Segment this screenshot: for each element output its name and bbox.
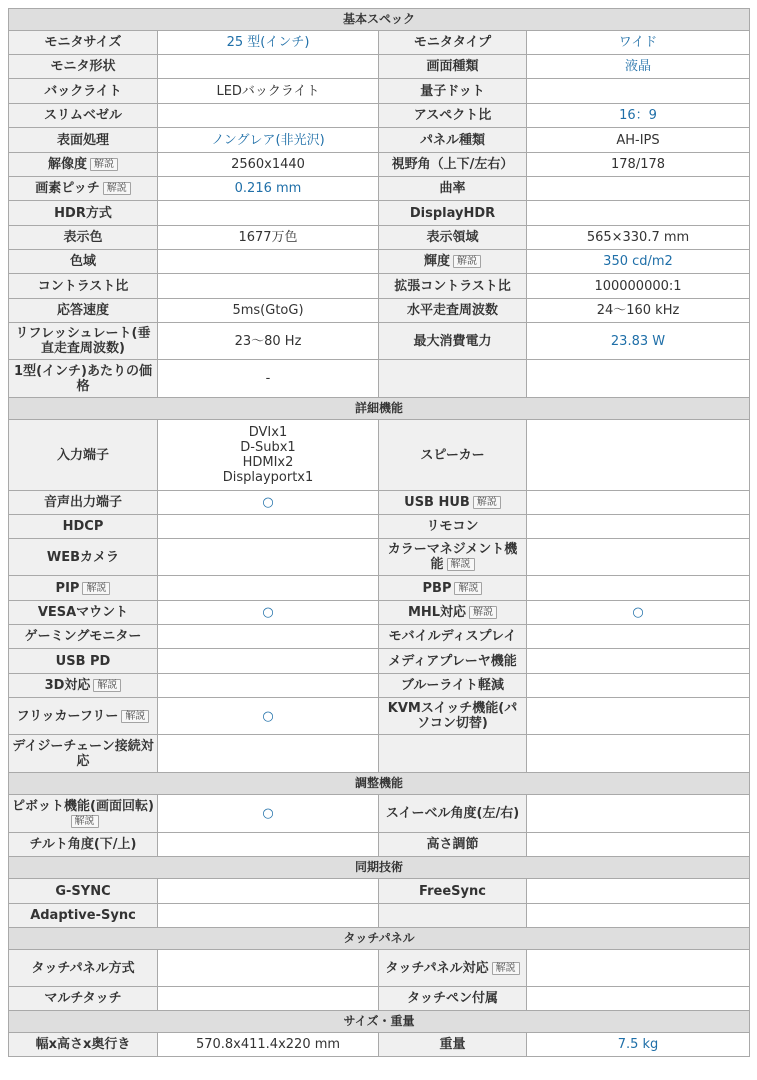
spec-label: 曲率 xyxy=(439,181,466,196)
spec-label: HDR方式 xyxy=(54,205,112,221)
spec-label: 視野角（上下/左右） xyxy=(391,157,514,172)
spec-label-cell xyxy=(9,795,158,833)
spec-value-line: D-Subx1 xyxy=(240,440,296,455)
spec-label: コントラスト比 xyxy=(37,278,129,294)
spec-label: HDCP xyxy=(62,519,104,534)
spec-row xyxy=(9,104,750,128)
spec-label: チルト角度(下/上) xyxy=(29,837,137,852)
spec-row xyxy=(9,698,750,735)
section-header-row xyxy=(9,1011,750,1033)
spec-value-cell[interactable] xyxy=(527,323,750,360)
spec-label-cell xyxy=(379,153,527,177)
spec-label: 画素ピッチ xyxy=(35,181,100,196)
spec-value-cell xyxy=(527,420,750,491)
spec-label: パネル種類 xyxy=(419,132,485,148)
spec-label: 表面処理 xyxy=(56,132,109,148)
spec-value-cell xyxy=(158,601,379,625)
spec-label: FreeSync xyxy=(419,883,486,899)
spec-label-cell xyxy=(379,177,527,201)
spec-value-cell xyxy=(527,833,750,857)
spec-value-cell[interactable] xyxy=(527,250,750,274)
spec-value: 2560x1440 xyxy=(231,157,305,172)
spec-value-cell xyxy=(527,539,750,576)
spec-row xyxy=(9,904,750,928)
spec-row xyxy=(9,177,750,201)
spec-row xyxy=(9,299,750,323)
spec-value-cell xyxy=(527,698,750,735)
spec-label: デイジーチェーン接続対応 xyxy=(12,738,154,769)
spec-label: スイーベル角度(左/右) xyxy=(385,806,520,821)
spec-label-cell xyxy=(9,1033,158,1057)
spec-label: 3D対応 xyxy=(44,678,91,693)
spec-label-cell xyxy=(379,515,527,539)
spec-label-cell xyxy=(379,950,527,987)
spec-label: 画面種類 xyxy=(426,59,479,74)
spec-label-cell xyxy=(379,795,527,833)
spec-value-cell xyxy=(527,649,750,674)
spec-row xyxy=(9,55,750,79)
spec-value[interactable]: 7.5 kg xyxy=(617,1037,659,1052)
spec-value: 1677万色 xyxy=(238,230,298,245)
spec-label: WEBカメラ xyxy=(46,549,120,565)
spec-value-cell xyxy=(527,360,750,398)
spec-value-cell[interactable] xyxy=(527,31,750,55)
spec-value-cell xyxy=(527,879,750,904)
spec-label: 音声出力端子 xyxy=(43,495,122,510)
kaisetsu-help-button[interactable]: 解説 xyxy=(103,182,131,195)
spec-label-cell xyxy=(9,31,158,55)
spec-value-cell[interactable] xyxy=(158,31,379,55)
spec-row xyxy=(9,226,750,250)
spec-label-cell xyxy=(379,649,527,674)
spec-value-cell[interactable] xyxy=(527,601,750,625)
section-header-row xyxy=(9,857,750,879)
spec-label: アスペクト比 xyxy=(413,108,492,123)
spec-row xyxy=(9,539,750,576)
spec-value-cell[interactable] xyxy=(527,55,750,79)
spec-value-cell xyxy=(158,250,379,274)
spec-value-cell xyxy=(527,515,750,539)
spec-label-cell xyxy=(9,323,158,360)
spec-row xyxy=(9,625,750,649)
spec-value-cell xyxy=(158,274,379,299)
spec-table-container xyxy=(8,8,749,1057)
spec-label-cell xyxy=(9,55,158,79)
kaisetsu-help-button[interactable]: 解説 xyxy=(492,962,520,975)
section-title: 調整機能 xyxy=(9,773,750,795)
spec-value[interactable]: 25 型(インチ) xyxy=(226,35,310,50)
spec-value-cell[interactable] xyxy=(158,491,379,515)
spec-value-cell[interactable] xyxy=(158,128,379,153)
kaisetsu-help-button[interactable]: 解説 xyxy=(71,815,99,828)
spec-label-cell xyxy=(379,698,527,735)
kaisetsu-help-button[interactable]: 解説 xyxy=(469,606,497,619)
spec-row xyxy=(9,649,750,674)
spec-label: モニタ形状 xyxy=(50,59,116,74)
spec-row xyxy=(9,153,750,177)
spec-label: 1型(インチ)あたりの価格 xyxy=(14,363,152,394)
spec-value-cell xyxy=(158,950,379,987)
spec-value[interactable]: 16：9 xyxy=(619,108,657,123)
spec-label: バックライト xyxy=(44,83,122,99)
spec-label: PBP xyxy=(422,580,452,596)
spec-value-cell xyxy=(527,795,750,833)
spec-label: スリムベゼル xyxy=(43,108,122,123)
spec-label-cell xyxy=(379,625,527,649)
spec-row xyxy=(9,420,750,491)
spec-row xyxy=(9,735,750,773)
spec-label: USB PD xyxy=(55,653,111,669)
spec-value-cell[interactable] xyxy=(527,1033,750,1057)
spec-value-cell xyxy=(527,226,750,250)
spec-label: 表示色 xyxy=(63,230,103,245)
spec-value-cell xyxy=(527,674,750,698)
spec-label-cell xyxy=(379,833,527,857)
spec-label-cell xyxy=(9,601,158,625)
section-title: タッチパネル xyxy=(9,928,750,950)
spec-value-cell xyxy=(527,576,750,601)
spec-label: Adaptive-Sync xyxy=(30,908,136,923)
spec-value-cell xyxy=(527,735,750,773)
spec-label-cell xyxy=(379,201,527,226)
kaisetsu-help-button[interactable]: 解説 xyxy=(447,558,475,571)
spec-label-cell xyxy=(379,576,527,601)
kaisetsu-help-button[interactable]: 解説 xyxy=(121,710,149,723)
spec-value-cell xyxy=(158,201,379,226)
spec-label-cell xyxy=(379,360,527,398)
spec-label-cell xyxy=(9,274,158,299)
spec-label-cell xyxy=(379,299,527,323)
spec-value[interactable]: ノングレア(非光沢) xyxy=(211,132,325,148)
spec-label: USB HUB xyxy=(404,495,470,510)
spec-label-cell xyxy=(379,1033,527,1057)
spec-row xyxy=(9,674,750,698)
spec-row xyxy=(9,601,750,625)
spec-label-cell xyxy=(379,55,527,79)
spec-label-cell xyxy=(9,420,158,491)
spec-label-cell xyxy=(9,360,158,398)
spec-label: ピボット機能(画面回転) xyxy=(12,798,154,814)
spec-label: メディアプレーヤ機能 xyxy=(388,653,517,669)
spec-value-cell xyxy=(158,515,379,539)
spec-label: 表示領域 xyxy=(426,230,479,245)
section-title: サイズ・重量 xyxy=(9,1011,750,1033)
spec-value: 5ms(GtoG) xyxy=(232,303,304,318)
spec-label: 色域 xyxy=(69,254,96,269)
section-header-row xyxy=(9,398,750,420)
spec-row xyxy=(9,360,750,398)
spec-row xyxy=(9,987,750,1011)
spec-label: G-SYNC xyxy=(55,883,111,899)
spec-label: カラーマネジメント機能 xyxy=(387,542,518,572)
spec-label-cell xyxy=(9,226,158,250)
spec-label: 解像度 xyxy=(47,157,87,172)
kaisetsu-help-button[interactable]: 解説 xyxy=(473,496,501,509)
spec-label-cell xyxy=(9,735,158,773)
spec-value-cell xyxy=(158,420,379,491)
spec-value-line: Displayportx1 xyxy=(222,470,314,485)
spec-label-cell xyxy=(379,491,527,515)
spec-label-cell xyxy=(9,515,158,539)
spec-table-body xyxy=(9,9,750,1057)
spec-value-cell xyxy=(527,177,750,201)
spec-value-cell xyxy=(158,576,379,601)
spec-label-cell xyxy=(9,950,158,987)
kaisetsu-help-button[interactable]: 解説 xyxy=(454,582,482,595)
spec-label-cell xyxy=(379,904,527,928)
spec-value-cell xyxy=(158,104,379,128)
section-header-row xyxy=(9,928,750,950)
spec-label: タッチパネル対応 xyxy=(385,960,489,976)
supported-circle-icon: ○ xyxy=(262,605,274,620)
kaisetsu-help-button[interactable]: 解説 xyxy=(453,255,481,268)
spec-label-cell xyxy=(379,420,527,491)
spec-label-cell xyxy=(379,128,527,153)
spec-value-cell xyxy=(527,491,750,515)
spec-label-cell xyxy=(379,226,527,250)
supported-circle-icon[interactable]: ○ xyxy=(632,605,644,620)
spec-label-cell xyxy=(9,201,158,226)
spec-label: 最大消費電力 xyxy=(413,333,492,349)
kaisetsu-help-button[interactable]: 解説 xyxy=(90,158,118,171)
spec-label-cell xyxy=(9,833,158,857)
spec-row xyxy=(9,274,750,299)
spec-label-cell xyxy=(9,491,158,515)
spec-label-cell xyxy=(379,274,527,299)
section-header-row xyxy=(9,773,750,795)
spec-label: 応答速度 xyxy=(56,303,109,318)
spec-label-cell xyxy=(379,987,527,1011)
spec-label: マルチタッチ xyxy=(44,991,122,1006)
spec-value-cell xyxy=(527,79,750,104)
spec-label: 量子ドット xyxy=(420,83,485,99)
section-header-row xyxy=(9,9,750,31)
spec-label-cell xyxy=(9,539,158,576)
spec-value-cell xyxy=(527,950,750,987)
spec-label: モニタタイプ xyxy=(413,35,492,50)
spec-value-cell xyxy=(527,625,750,649)
spec-label-cell xyxy=(9,674,158,698)
spec-value[interactable]: 23.83 W xyxy=(610,333,666,349)
spec-row xyxy=(9,950,750,987)
spec-row xyxy=(9,795,750,833)
supported-circle-icon[interactable]: ○ xyxy=(262,806,274,821)
spec-value-cell[interactable] xyxy=(158,698,379,735)
spec-label: 拡張コントラスト比 xyxy=(394,278,511,294)
spec-label-cell xyxy=(9,128,158,153)
section-title: 同期技術 xyxy=(9,857,750,879)
spec-value-line: HDMIx2 xyxy=(242,455,294,470)
spec-label-cell xyxy=(9,299,158,323)
spec-value[interactable]: 0.216 mm xyxy=(234,181,302,196)
spec-label: PIP xyxy=(55,580,80,596)
spec-label-cell xyxy=(379,879,527,904)
spec-label: DisplayHDR xyxy=(409,205,496,221)
spec-value-cell xyxy=(158,904,379,928)
spec-value-cell xyxy=(527,201,750,226)
spec-table xyxy=(8,8,750,1057)
spec-value-cell xyxy=(158,987,379,1011)
spec-value[interactable]: ワイド xyxy=(618,35,658,50)
spec-label-cell xyxy=(379,79,527,104)
spec-row xyxy=(9,515,750,539)
spec-value-cell xyxy=(158,833,379,857)
spec-value[interactable]: 350 cd/m2 xyxy=(603,254,673,269)
spec-label: VESAマウント xyxy=(37,605,129,620)
spec-value: 100000000:1 xyxy=(594,278,682,294)
spec-row xyxy=(9,31,750,55)
spec-label-cell xyxy=(9,987,158,1011)
spec-label: 水平走査周波数 xyxy=(406,303,498,318)
spec-label: モバイルディスプレイ xyxy=(388,629,517,644)
spec-label-cell xyxy=(9,879,158,904)
spec-label: フリッカーフリー xyxy=(16,708,119,724)
spec-label-cell xyxy=(9,576,158,601)
spec-value-cell xyxy=(527,274,750,299)
spec-label-cell xyxy=(9,904,158,928)
spec-value-cell[interactable] xyxy=(527,104,750,128)
spec-label: タッチパネル方式 xyxy=(31,960,135,976)
spec-label-cell xyxy=(9,625,158,649)
spec-label: 入力端子 xyxy=(56,447,109,463)
spec-value: - xyxy=(265,371,271,386)
spec-value-cell xyxy=(527,904,750,928)
supported-circle-icon[interactable]: ○ xyxy=(262,708,274,724)
spec-row xyxy=(9,576,750,601)
spec-label: モニタサイズ xyxy=(44,35,122,50)
spec-label: ブルーライト軽減 xyxy=(400,678,505,693)
spec-value-cell xyxy=(158,649,379,674)
spec-row xyxy=(9,491,750,515)
spec-value-cell xyxy=(158,539,379,576)
kaisetsu-help-button[interactable]: 解説 xyxy=(82,582,110,595)
spec-value-line: DVIx1 xyxy=(248,425,288,440)
spec-label-cell xyxy=(9,104,158,128)
section-title: 詳細機能 xyxy=(9,398,750,420)
spec-label-cell xyxy=(9,79,158,104)
spec-row xyxy=(9,323,750,360)
section-title: 基本スペック xyxy=(9,9,750,31)
spec-label-cell xyxy=(9,177,158,201)
spec-value-cell xyxy=(158,625,379,649)
spec-value-cell[interactable] xyxy=(158,177,379,201)
spec-label: タッチペン付属 xyxy=(406,991,498,1006)
spec-label: ゲーミングモニター xyxy=(24,629,142,644)
spec-row xyxy=(9,201,750,226)
spec-value-cell xyxy=(158,79,379,104)
spec-label-cell xyxy=(379,250,527,274)
spec-value-cell xyxy=(158,879,379,904)
spec-label-cell xyxy=(9,698,158,735)
spec-label-cell xyxy=(379,601,527,625)
spec-value: 23～80 Hz xyxy=(234,333,302,349)
spec-label: 高さ調節 xyxy=(426,837,479,852)
spec-value: LEDバックライト xyxy=(216,83,320,99)
spec-label-cell xyxy=(9,153,158,177)
spec-value-cell xyxy=(527,153,750,177)
spec-label: MHL対応 xyxy=(407,605,467,620)
spec-value-cell xyxy=(158,360,379,398)
supported-circle-icon[interactable]: ○ xyxy=(262,495,274,510)
spec-value-cell xyxy=(158,1033,379,1057)
spec-row xyxy=(9,879,750,904)
spec-row xyxy=(9,79,750,104)
spec-row xyxy=(9,128,750,153)
spec-row xyxy=(9,1033,750,1057)
spec-value[interactable]: 液晶 xyxy=(625,59,652,74)
spec-row xyxy=(9,250,750,274)
spec-label-cell xyxy=(9,649,158,674)
spec-label-cell xyxy=(9,250,158,274)
spec-value-cell xyxy=(158,55,379,79)
spec-value: 178/178 xyxy=(611,157,666,172)
spec-label-cell xyxy=(379,104,527,128)
spec-label-cell xyxy=(379,323,527,360)
spec-value-cell xyxy=(158,674,379,698)
spec-value-cell xyxy=(158,735,379,773)
spec-label: KVMスイッチ機能(パソコン切替) xyxy=(387,701,518,731)
spec-label: スピーカー xyxy=(420,447,485,463)
spec-label: リフレッシュレート(垂直走査周波数) xyxy=(15,326,151,356)
spec-label-cell xyxy=(379,735,527,773)
spec-label-cell xyxy=(379,539,527,576)
spec-label: リモコン xyxy=(426,519,479,534)
spec-value-cell xyxy=(158,226,379,250)
spec-value: AH-IPS xyxy=(616,132,660,148)
spec-value-cell xyxy=(527,987,750,1011)
spec-label: 幅x高さx奥行き xyxy=(35,1037,131,1052)
spec-label: 輝度 xyxy=(423,254,450,269)
spec-label-cell xyxy=(379,31,527,55)
spec-value: 24～160 kHz xyxy=(596,303,680,318)
spec-row xyxy=(9,833,750,857)
spec-value-cell xyxy=(527,299,750,323)
spec-value-cell xyxy=(158,299,379,323)
spec-value-cell xyxy=(158,323,379,360)
spec-value: 570.8x411.4x220 mm xyxy=(195,1037,341,1052)
spec-value: 565×330.7 mm xyxy=(586,230,690,245)
kaisetsu-help-button[interactable]: 解説 xyxy=(93,679,121,692)
spec-value-cell[interactable] xyxy=(158,795,379,833)
spec-label: 重量 xyxy=(439,1037,466,1052)
spec-value-cell xyxy=(527,128,750,153)
spec-value-cell xyxy=(158,153,379,177)
spec-label-cell xyxy=(379,674,527,698)
